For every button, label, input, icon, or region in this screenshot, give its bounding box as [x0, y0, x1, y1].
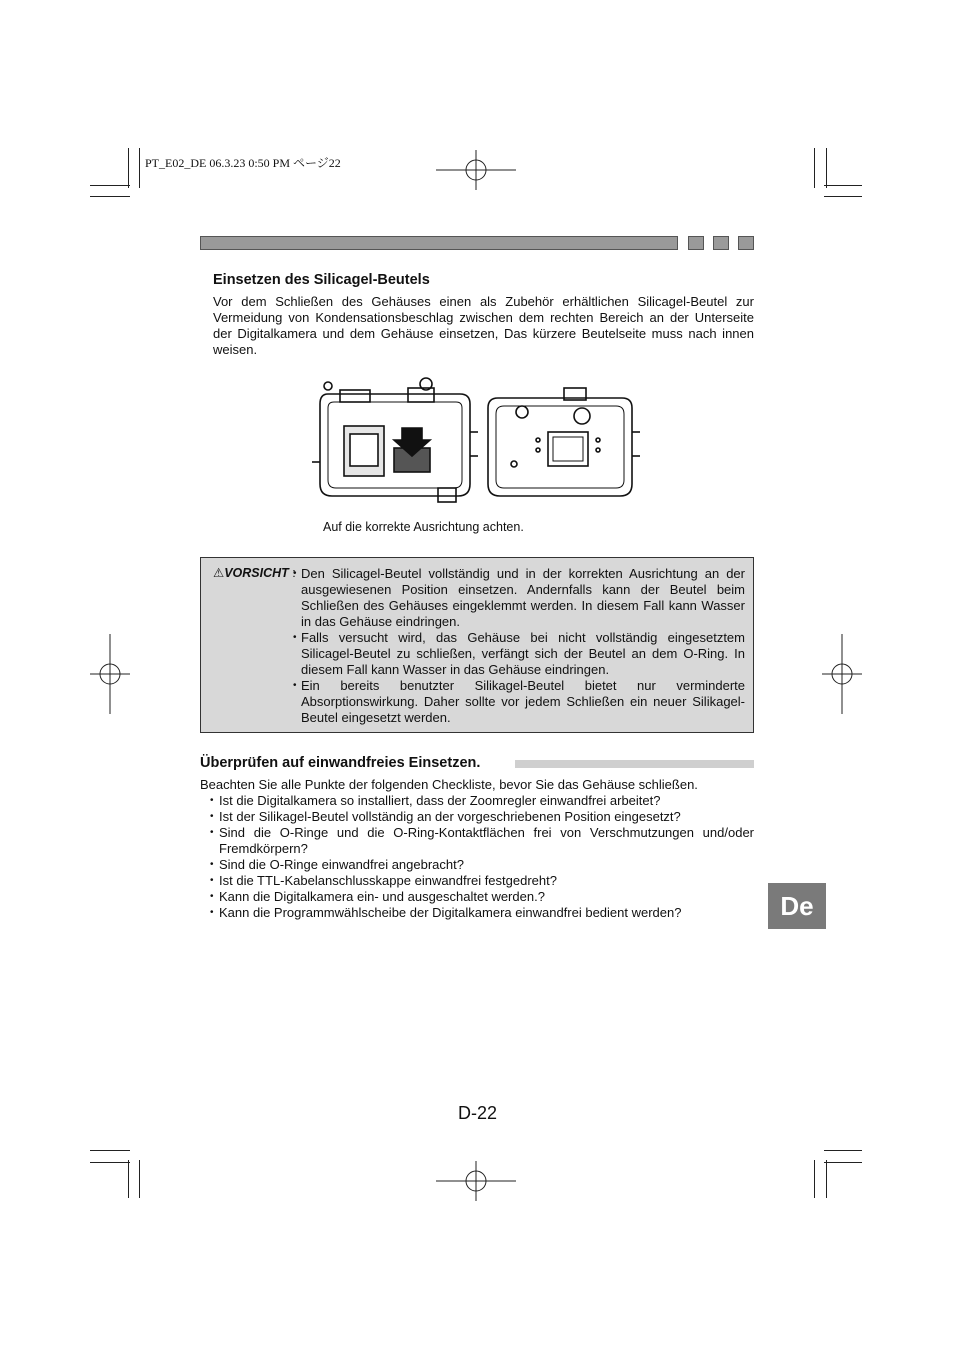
registration-mark-left: [90, 634, 130, 714]
housing-open-with-camera: [312, 378, 478, 502]
registration-mark-right: [822, 634, 862, 714]
checklist-item: • Ist der Silikagel-Beutel vollständig an der vorgeschriebenen Position eingesetzt?: [210, 809, 754, 825]
caution-item: • Falls versucht wird, das Gehäuse bei nicht vollständig eingesetztem Silicagel-Beutel zu schließen, verfängt sich der Beutel an dem O-Ring. In diesem Fall kann Wasser in das Gehäuse eindringen.: [293, 630, 745, 678]
housing-back: [488, 388, 640, 496]
section-title-silicagel: Einsetzen des Silicagel-Beutels: [213, 272, 430, 288]
caution-item: • Den Silicagel-Beutel vollständig und in der korrekten Ausrichtung an der ausgewiesenen Position einsetzen. Andernfalls kann der Beutel beim Schließen des Gehäuses eingeklemmt werden. In diesem Fall kann Wasser in das Gehäuse eindringen.: [293, 566, 745, 630]
checklist: [210, 793, 754, 921]
page-number: D-22: [458, 1103, 498, 1123]
caution-label: ⚠VORSICHT :: [213, 566, 296, 580]
language-tab: De: [768, 883, 826, 929]
header-square: [713, 236, 729, 250]
header-square: [738, 236, 754, 250]
section-title-bar: [515, 760, 754, 768]
checklist-item: • Ist die Digitalkamera so installiert, dass der Zoomregler einwandfrei arbeitet?: [210, 793, 754, 809]
checklist-item: • Ist die TTL-Kabelanschlusskappe einwandfrei festgedreht?: [210, 873, 754, 889]
caution-item: • Ein bereits benutzter Silikagel-Beutel bietet nur verminderte Absorptionswirkung. Daher sollte vor jedem Schließen ein neuer Silikagel-Beutel eingesetzt werden.: [293, 678, 745, 726]
checklist-item: • Kann die Digitalkamera ein- und ausgeschaltet werden.?: [210, 889, 754, 905]
checklist-intro: Beachten Sie alle Punkte der folgenden Checkliste, bevor Sie das Gehäuse schließen.: [200, 777, 698, 792]
section-paragraph: Vor dem Schließen des Gehäuses einen als Zubehör erhältlichen Silicagel-Beutel zur Vermeidung von Kondensationsbeschlag zwischen dem rechten Bereich an der Unterseite der Digitalkamera und dem Gehäuse einsetzen, Das kürzere Beutelseite muss nach innen weisen.: [213, 294, 754, 357]
warning-triangle-icon: ⚠: [213, 566, 225, 580]
print-header: PT_E02_DE 06.3.23 0:50 PM ページ22: [145, 156, 341, 170]
section-title-check: Überprüfen auf einwandfreies Einsetzen.: [200, 755, 481, 771]
figure-caption: Auf die korrekte Ausrichtung achten.: [323, 520, 524, 534]
registration-mark-bottom: [436, 1161, 516, 1201]
checklist-item: • Sind die O-Ringe einwandfrei angebracht?: [210, 857, 754, 873]
header-square: [688, 236, 704, 250]
header-bar: [200, 236, 678, 250]
registration-mark-top: [436, 150, 516, 190]
checklist-item: • Sind die O-Ringe und die O-Ring-Kontaktflächen frei von Verschmutzungen und/oder Fremdkörpern?: [210, 825, 754, 857]
caution-box: [200, 557, 754, 733]
caution-list: [293, 566, 745, 726]
housing-illustration: [298, 372, 644, 512]
checklist-item: • Kann die Programmwählscheibe der Digitalkamera einwandfrei bedient werden?: [210, 905, 754, 921]
